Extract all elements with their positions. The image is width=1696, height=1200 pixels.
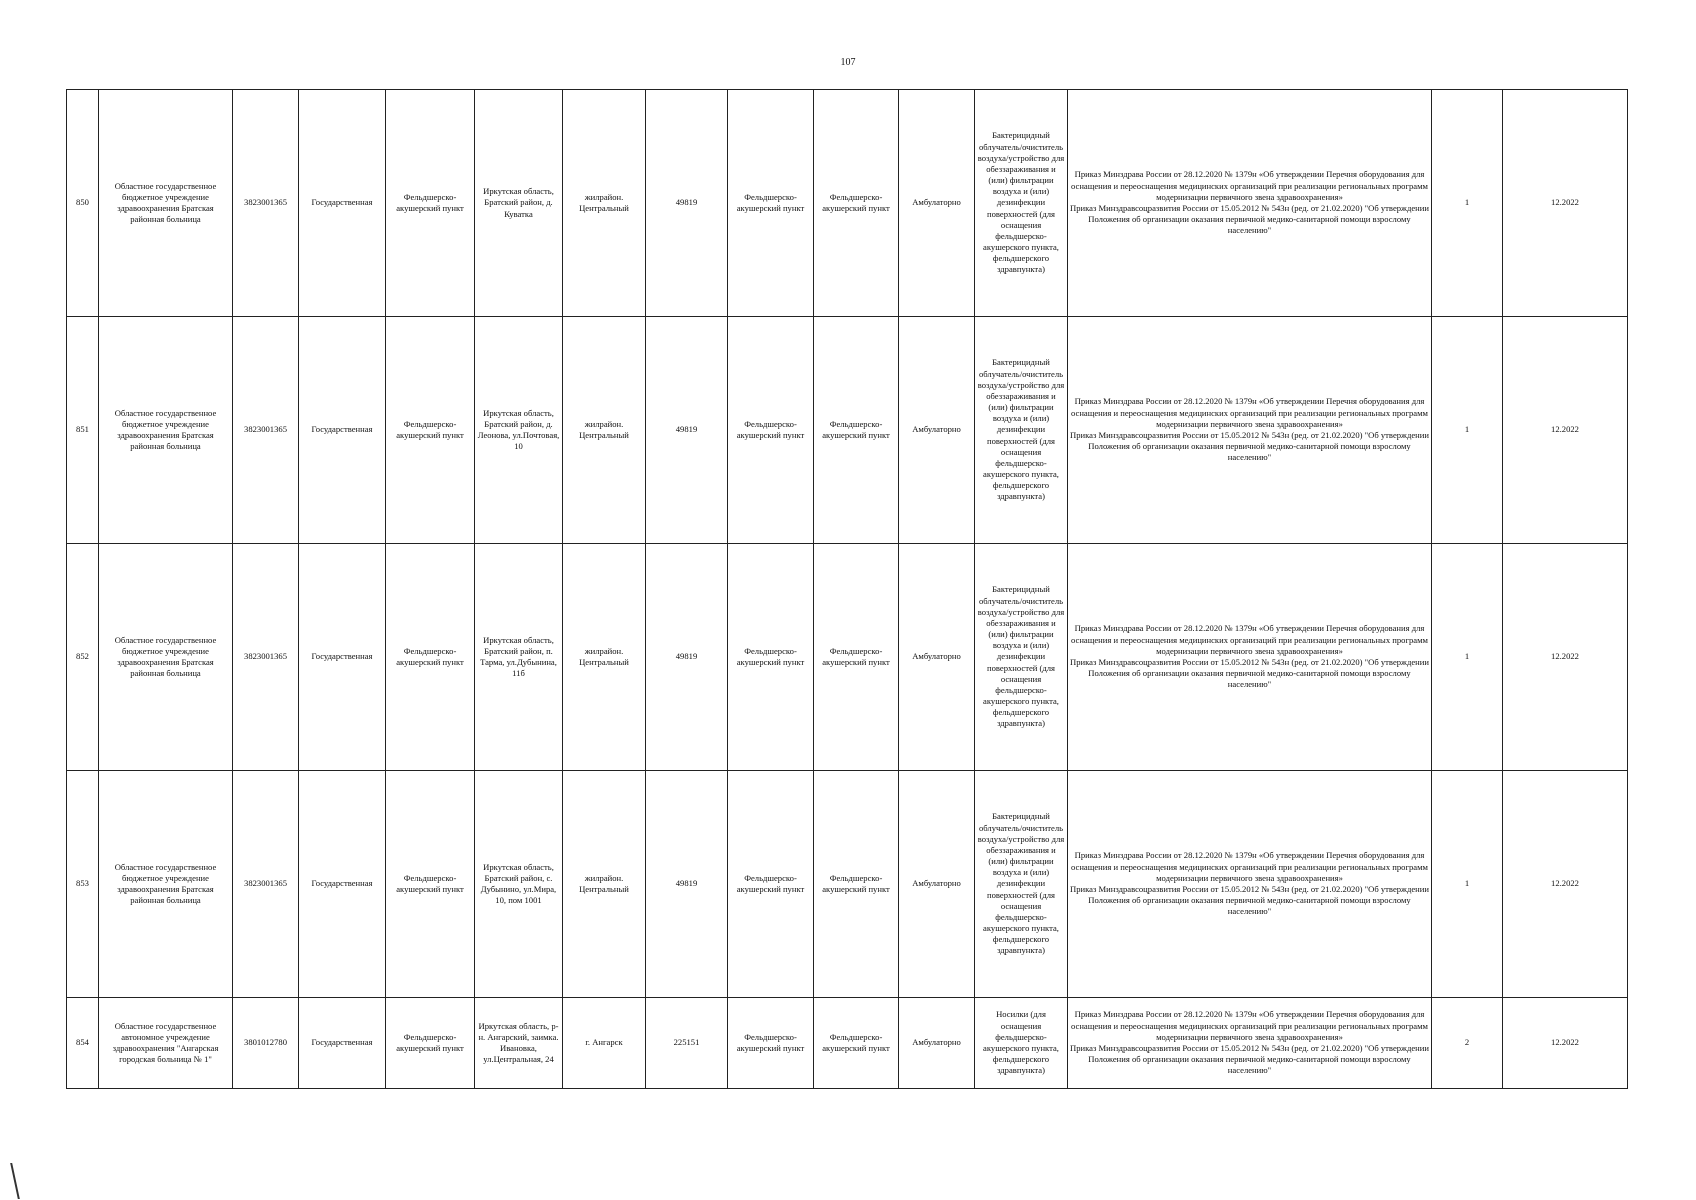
legal-basis: [1068, 998, 1432, 1089]
unit-type: Фельдшерско-акушерский пункт: [386, 771, 475, 998]
legal-basis-order-1379n: Приказ Минздрава России от 28.12.2020 № 1379н «Об утверждении Перечня оборудования для оснащения и переоснащения медицинских организаций при реализации региональных программ модернизации первичного звена здравоохранения»: [1071, 623, 1428, 656]
ownership-form: Государственная: [299, 544, 386, 771]
equipment: Бактерицидный облучатель/очиститель воздуха/устройство для обеззараживания и (или) фильтрации воздуха и (или) дезинфекции поверхностей (для оснащения фельдшерско-акушерского пункта, фельдшерского здравпункта): [975, 317, 1068, 544]
ownership-form: Государственная: [299, 771, 386, 998]
code: 49819: [646, 317, 728, 544]
legal-basis-order-1379n: Приказ Минздрава России от 28.12.2020 № 1379н «Об утверждении Перечня оборудования для оснащения и переоснащения медицинских организаций при реализации региональных программ модернизации первичного звена здравоохранения»: [1071, 169, 1428, 202]
locality: жилрайон. Центральный: [563, 90, 646, 317]
care-conditions: Амбулаторно: [899, 998, 975, 1089]
organization-name: Областное государственное бюджетное учреждение здравоохранения Братская районная больница: [99, 544, 233, 771]
quantity: 1: [1432, 317, 1503, 544]
legal-basis: [1068, 544, 1432, 771]
ownership-form: Государственная: [299, 998, 386, 1089]
scan-margin-mark: [10, 1163, 20, 1199]
unit-profile: Фельдшерско-акушерский пункт: [814, 544, 899, 771]
quantity: 1: [1432, 771, 1503, 998]
locality: жилрайон. Центральный: [563, 544, 646, 771]
ownership-form: Государственная: [299, 90, 386, 317]
inn: 3823001365: [233, 90, 299, 317]
care-conditions: Амбулаторно: [899, 90, 975, 317]
quantity: 1: [1432, 90, 1503, 317]
organization-name: Областное государственное бюджетное учреждение здравоохранения Братская районная больница: [99, 317, 233, 544]
register-table: [66, 89, 1628, 1089]
unit-profile: Фельдшерско-акушерский пункт: [814, 998, 899, 1089]
unit-type: Фельдшерско-акушерский пункт: [386, 317, 475, 544]
organization-name: Областное государственное бюджетное учреждение здравоохранения Братская районная больница: [99, 90, 233, 317]
equipment: Бактерицидный облучатель/очиститель воздуха/устройство для обеззараживания и (или) фильтрации воздуха и (или) дезинфекции поверхностей (для оснащения фельдшерско-акушерского пункта, фельдшерского здравпункта): [975, 771, 1068, 998]
unit-name: Фельдшерско-акушерский пункт: [728, 771, 814, 998]
row-number: 854: [67, 998, 99, 1089]
table-row: [67, 771, 1628, 998]
due-date: 12.2022: [1503, 544, 1628, 771]
code: 49819: [646, 90, 728, 317]
unit-name: Фельдшерско-акушерский пункт: [728, 544, 814, 771]
legal-basis: [1068, 317, 1432, 544]
equipment: Носилки (для оснащения фельдшерско-акушерского пункта, фельдшерского здравпункта): [975, 998, 1068, 1089]
due-date: 12.2022: [1503, 998, 1628, 1089]
unit-profile: Фельдшерско-акушерский пункт: [814, 90, 899, 317]
equipment: Бактерицидный облучатель/очиститель воздуха/устройство для обеззараживания и (или) фильтрации воздуха и (или) дезинфекции поверхностей (для оснащения фельдшерско-акушерского пункта, фельдшерского здравпункта): [975, 544, 1068, 771]
address: Иркутская область, Братский район, с. Дубынино, ул.Мира, 10, пом 1001: [475, 771, 563, 998]
address: Иркутская область, Братский район, д. Леонова, ул.Почтовая, 10: [475, 317, 563, 544]
address: Иркутская область, Братский район, п. Тарма, ул.Дубынина, 11б: [475, 544, 563, 771]
care-conditions: Амбулаторно: [899, 544, 975, 771]
equipment: Бактерицидный облучатель/очиститель воздуха/устройство для обеззараживания и (или) фильтрации воздуха и (или) дезинфекции поверхностей (для оснащения фельдшерско-акушерского пункта, фельдшерского здравпункта): [975, 90, 1068, 317]
quantity: 2: [1432, 998, 1503, 1089]
table-row: [67, 90, 1628, 317]
unit-name: Фельдшерско-акушерский пункт: [728, 90, 814, 317]
table-row: [67, 998, 1628, 1089]
due-date: 12.2022: [1503, 771, 1628, 998]
legal-basis: [1068, 90, 1432, 317]
legal-basis-order-1379n: Приказ Минздрава России от 28.12.2020 № 1379н «Об утверждении Перечня оборудования для оснащения и переоснащения медицинских организаций при реализации региональных программ модернизации первичного звена здравоохранения»: [1071, 396, 1428, 429]
code: 49819: [646, 771, 728, 998]
quantity: 1: [1432, 544, 1503, 771]
inn: 3823001365: [233, 771, 299, 998]
unit-type: Фельдшерско-акушерский пункт: [386, 998, 475, 1089]
organization-name: Областное государственное автономное учреждение здравоохранения "Ангарская городская больница № 1": [99, 998, 233, 1089]
due-date: 12.2022: [1503, 90, 1628, 317]
legal-basis-order-543n: Приказ Минздравсоцразвития России от 15.05.2012 № 543н (ред. от 21.02.2020) "Об утверждении Положения об организации оказания первичной медико-санитарной помощи взрослому населению": [1070, 884, 1429, 917]
legal-basis-order-543n: Приказ Минздравсоцразвития России от 15.05.2012 № 543н (ред. от 21.02.2020) "Об утверждении Положения об организации оказания первичной медико-санитарной помощи взрослому населению": [1070, 203, 1429, 236]
row-number: 850: [67, 90, 99, 317]
inn: 3801012780: [233, 998, 299, 1089]
due-date: 12.2022: [1503, 317, 1628, 544]
unit-type: Фельдшерско-акушерский пункт: [386, 544, 475, 771]
legal-basis-order-1379n: Приказ Минздрава России от 28.12.2020 № 1379н «Об утверждении Перечня оборудования для оснащения и переоснащения медицинских организаций при реализации региональных программ модернизации первичного звена здравоохранения»: [1071, 850, 1428, 883]
care-conditions: Амбулаторно: [899, 317, 975, 544]
legal-basis-order-543n: Приказ Минздравсоцразвития России от 15.05.2012 № 543н (ред. от 21.02.2020) "Об утверждении Положения об организации оказания первичной медико-санитарной помощи взрослому населению": [1070, 657, 1429, 690]
row-number: 853: [67, 771, 99, 998]
unit-name: Фельдшерско-акушерский пункт: [728, 317, 814, 544]
table-row: [67, 544, 1628, 771]
legal-basis-order-1379n: Приказ Минздрава России от 28.12.2020 № 1379н «Об утверждении Перечня оборудования для оснащения и переоснащения медицинских организаций при реализации региональных программ модернизации первичного звена здравоохранения»: [1071, 1009, 1428, 1042]
unit-type: Фельдшерско-акушерский пункт: [386, 90, 475, 317]
address: Иркутская область, Братский район, д. Куватка: [475, 90, 563, 317]
code: 49819: [646, 544, 728, 771]
unit-name: Фельдшерско-акушерский пункт: [728, 998, 814, 1089]
locality: г. Ангарск: [563, 998, 646, 1089]
inn: 3823001365: [233, 544, 299, 771]
care-conditions: Амбулаторно: [899, 771, 975, 998]
unit-profile: Фельдшерско-акушерский пункт: [814, 317, 899, 544]
locality: жилрайон. Центральный: [563, 771, 646, 998]
legal-basis-order-543n: Приказ Минздравсоцразвития России от 15.05.2012 № 543н (ред. от 21.02.2020) "Об утверждении Положения об организации оказания первичной медико-санитарной помощи взрослому населению": [1070, 1043, 1429, 1076]
page-number: 107: [840, 57, 856, 68]
unit-profile: Фельдшерско-акушерский пункт: [814, 771, 899, 998]
legal-basis: [1068, 771, 1432, 998]
row-number: 851: [67, 317, 99, 544]
legal-basis-order-543n: Приказ Минздравсоцразвития России от 15.05.2012 № 543н (ред. от 21.02.2020) "Об утверждении Положения об организации оказания первичной медико-санитарной помощи взрослому населению": [1070, 430, 1429, 463]
locality: жилрайон. Центральный: [563, 317, 646, 544]
inn: 3823001365: [233, 317, 299, 544]
table-row: [67, 317, 1628, 544]
organization-name: Областное государственное бюджетное учреждение здравоохранения Братская районная больница: [99, 771, 233, 998]
ownership-form: Государственная: [299, 317, 386, 544]
code: 225151: [646, 998, 728, 1089]
address: Иркутская область, р-н. Ангарский, заимка. Ивановка, ул.Центральная, 24: [475, 998, 563, 1089]
row-number: 852: [67, 544, 99, 771]
